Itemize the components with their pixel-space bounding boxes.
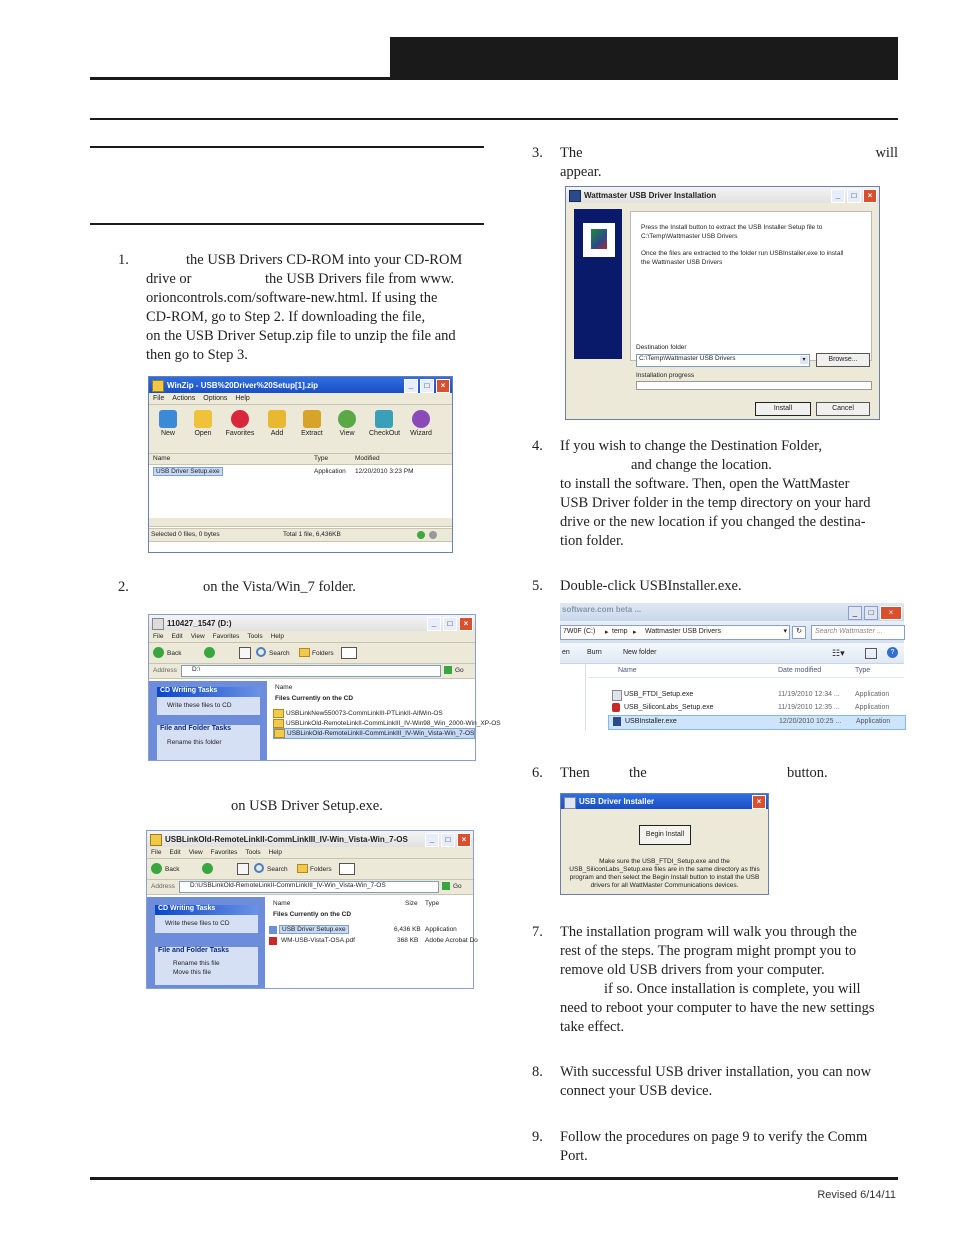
exe-icon [269, 926, 277, 934]
menu-edit[interactable]: Edit [171, 633, 183, 640]
write-to-cd-link[interactable]: Write these files to CD [165, 920, 230, 927]
go-icon[interactable] [444, 666, 452, 674]
cd-task-pane [149, 681, 267, 760]
add-icon [268, 410, 286, 428]
cancel-button[interactable]: Cancel [816, 402, 870, 416]
column-type[interactable]: Type [855, 667, 871, 674]
progress-label: Installation progress [636, 372, 695, 379]
installer-box-icon [583, 223, 615, 257]
section-rule [90, 118, 898, 120]
breadcrumb-drive[interactable]: 7W0F (C:) [563, 628, 596, 635]
cd-explorer-window [148, 614, 501, 761]
step-3: 3. The will appear. [532, 145, 898, 180]
breadcrumb-folder[interactable]: Wattmaster USB Drivers [645, 628, 721, 635]
vista-address-bar: Address D:\USBLinkOld-RemoteLinkII-CommLinkIII_IV-Win_Vista-Win_7-OS Go [147, 880, 473, 895]
menu-tools[interactable]: Tools [247, 633, 263, 640]
installer-side-banner [574, 209, 622, 359]
go-button[interactable]: Go [455, 667, 464, 674]
winzip-icon [152, 380, 164, 392]
help-icon[interactable]: ? [887, 647, 898, 658]
installation-progress-bar [636, 381, 872, 390]
column-size[interactable]: Size [405, 900, 418, 907]
winzip-filelist [149, 454, 452, 528]
install-message-area: Press the Install button to extract the USB Installer Setup file to C:\Temp\Wattmaster USB Drivers Once the files are extracted to the folder run USBInstaller.exe to install the Wattmaster USB Drivers Destination folder [630, 211, 872, 361]
search-icon [256, 647, 266, 657]
tool-new[interactable]: New [155, 408, 181, 450]
minimize-button[interactable]: _ [831, 189, 845, 203]
status-green-icon [417, 531, 425, 539]
up-folder-icon[interactable] [237, 863, 249, 875]
cd-writing-tasks-body [155, 915, 258, 933]
tool-wizard[interactable]: Wizard [408, 408, 434, 450]
menu-edit[interactable]: Edit [169, 849, 181, 856]
cd-menubar [149, 631, 475, 643]
maximize-button[interactable]: □ [864, 606, 878, 620]
header-bar [390, 37, 898, 79]
file-folder-tasks-body [155, 957, 258, 985]
search-input[interactable]: Search Wattmaster ... [811, 625, 905, 640]
group-header: Files Currently on the CD [275, 695, 354, 702]
tool-view[interactable]: View [334, 408, 360, 450]
tool-extract[interactable]: Extract [299, 408, 325, 450]
close-button[interactable]: × [880, 606, 902, 620]
go-icon[interactable] [442, 882, 450, 890]
win7-address-bar [560, 621, 904, 643]
forward-icon[interactable] [202, 863, 213, 874]
folders-icon [299, 648, 312, 657]
menu-file[interactable]: File [153, 395, 165, 402]
up-folder-icon[interactable] [239, 647, 251, 659]
menu-view[interactable]: View [188, 849, 203, 856]
column-name[interactable]: Name [273, 900, 291, 907]
horizontal-scrollbar[interactable] [149, 518, 452, 527]
status-gray-icon [429, 531, 437, 539]
vista-folder-window [146, 830, 478, 989]
back-button[interactable]: Back [165, 866, 180, 873]
cd-file-pane [269, 681, 501, 760]
close-button[interactable]: × [863, 189, 877, 203]
close-button[interactable]: × [436, 379, 450, 393]
usb-installer-dialog [560, 793, 769, 895]
vista-menubar [147, 847, 473, 859]
maximize-button[interactable]: □ [420, 379, 434, 393]
search-button[interactable]: Search [269, 650, 290, 657]
tool-add[interactable]: Add [264, 408, 290, 450]
installer-note: Make sure the USB_FTDI_Setup.exe and the USB_SiliconLabs_Setup.exe files are in the same directory as this program and then select the Begin Install button to install the USB drivers for all WattMaster Communications devices. [569, 858, 760, 889]
minimize-button[interactable]: _ [427, 617, 441, 631]
pdf-icon [269, 937, 277, 945]
maximize-button[interactable]: □ [847, 189, 861, 203]
cd-toolbar [149, 643, 475, 664]
view-options-icon[interactable]: ☷▾ [832, 648, 845, 658]
win7-explorer-window [560, 603, 904, 731]
footer-rule [90, 1177, 898, 1180]
tool-checkout[interactable]: CheckOut [369, 408, 399, 450]
installer-icon [569, 190, 581, 202]
cd-address-bar: Address D:\ Go [149, 664, 475, 679]
win7-titlebar: software.com beta ... _ □ × [560, 603, 904, 621]
win7-toolbar: en Burn New folder ☷▾ ? [560, 643, 904, 664]
maximize-button[interactable]: □ [441, 833, 455, 847]
exe-icon [612, 690, 622, 701]
views-icon[interactable] [341, 647, 357, 659]
menu-actions[interactable]: Actions [172, 395, 196, 402]
folders-button[interactable]: Folders [310, 866, 332, 873]
install-button[interactable]: Install [755, 402, 811, 416]
begin-install-button[interactable]: Begin Install [639, 825, 691, 845]
favorites-icon [231, 410, 249, 428]
menu-help[interactable]: Help [270, 633, 284, 640]
checkout-icon [375, 410, 393, 428]
winzip-window [148, 376, 453, 553]
step-2b: on USB Driver Setup.exe. [231, 798, 383, 814]
nav-pane-divider [585, 663, 586, 731]
menu-tools[interactable]: Tools [245, 849, 261, 856]
file-folder-tasks-body [157, 735, 260, 760]
search-icon [254, 863, 264, 873]
cd-writing-tasks-header[interactable]: CD Writing Tasks [155, 905, 258, 915]
minimize-button[interactable]: _ [848, 606, 862, 620]
minimize-button[interactable]: _ [425, 833, 439, 847]
menu-view[interactable]: View [190, 633, 205, 640]
menu-file[interactable]: File [151, 849, 162, 856]
tool-open[interactable]: Open [190, 408, 216, 450]
rename-file-link[interactable]: Rename this file [173, 960, 220, 967]
winzip-menubar [149, 393, 452, 405]
address-input[interactable]: D:\USBLinkOld-RemoteLinkII-CommLinkIII_IV-Win_Vista-Win_7-OS [179, 881, 439, 893]
menu-favorites[interactable]: Favorites [210, 849, 238, 856]
extract-icon [303, 410, 321, 428]
write-to-cd-link[interactable]: Write these files to CD [167, 702, 232, 709]
exe-icon [612, 703, 620, 712]
cd-writing-tasks-body [157, 697, 260, 715]
group-header: Files Currently on the CD [273, 911, 352, 918]
vista-task-pane [147, 897, 265, 988]
back-icon[interactable] [153, 647, 164, 658]
column-date[interactable]: Date modified [778, 667, 822, 674]
installer-icon [613, 717, 621, 726]
chevron-down-icon: ▾ [800, 356, 808, 364]
rename-folder-link[interactable]: Rename this folder [167, 739, 222, 746]
header-rule [90, 77, 898, 80]
file-folder-tasks-header[interactable]: File and Folder Tasks [157, 725, 260, 735]
new-folder-button[interactable]: New folder [623, 649, 657, 656]
winzip-toolbar [149, 405, 452, 454]
wizard-icon [412, 410, 430, 428]
preview-pane-icon[interactable] [865, 648, 877, 659]
file-row[interactable]: WM-USB-VistaT-OSA.pdf 368 KB Adobe Acrobat Do [267, 936, 473, 946]
folder-icon [150, 834, 162, 846]
chevron-down-icon[interactable]: ▾ [783, 628, 787, 635]
winzip-column-headers [149, 454, 452, 465]
refresh-icon[interactable]: ↻ [792, 626, 806, 639]
folders-icon [297, 864, 310, 873]
folder-icon [274, 729, 285, 738]
forward-icon[interactable] [204, 647, 215, 658]
browse-button[interactable]: Browse... [816, 353, 870, 367]
views-icon[interactable] [339, 863, 355, 875]
vista-toolbar [147, 859, 473, 880]
close-button[interactable]: × [752, 795, 766, 809]
folder-item[interactable]: USBLinkOld-RemoteLinkII-CommLinkIII_IV-Win98_Win_2000-Win_XP-OS [273, 719, 501, 728]
column-modified[interactable]: Modified [355, 455, 380, 462]
column-name[interactable]: Name [153, 455, 171, 462]
close-button[interactable]: × [459, 617, 473, 631]
breadcrumb-temp[interactable]: temp [612, 628, 628, 635]
folder-icon [273, 719, 284, 728]
left-title-rule-top [90, 146, 484, 148]
winzip-statusbar: Selected 0 files, 0 bytes Total 1 file, 6,436KB [149, 528, 452, 542]
file-row[interactable]: USB_SiliconLabs_Setup.exe 11/19/2010 12:35 ... Application [608, 702, 904, 714]
breadcrumb[interactable]: 7W0F (C:) ▸ temp ▸ Wattmaster USB Drivers ▾ [560, 625, 790, 640]
close-button[interactable]: × [457, 833, 471, 847]
tool-favorites[interactable]: Favorites [225, 408, 255, 450]
file-row[interactable]: USB_FTDI_Setup.exe 11/19/2010 12:34 ... Application [608, 689, 904, 701]
cd-writing-tasks-header[interactable]: CD Writing Tasks [157, 687, 260, 697]
burn-button[interactable]: Burn [587, 649, 602, 656]
winzip-titlebar: WinZip - USB%20Driver%20Setup[1].zip _ □ × [149, 377, 452, 393]
menu-help[interactable]: Help [235, 395, 250, 402]
destination-folder-select[interactable]: C:\Temp\Wattmaster USB Drivers ▾ [636, 354, 810, 367]
search-button[interactable]: Search [267, 866, 288, 873]
menu-file[interactable]: File [153, 633, 164, 640]
maximize-button[interactable]: □ [443, 617, 457, 631]
vista-window-titlebar: USBLinkOld-RemoteLinkII-CommLinkIII_IV-Win_Vista-Win_7-OS _ □ × [147, 831, 473, 847]
address-input[interactable]: D:\ [181, 665, 441, 677]
move-file-link[interactable]: Move this file [173, 969, 211, 976]
go-button[interactable]: Go [453, 883, 462, 890]
view-icon [338, 410, 356, 428]
install-dialog [565, 186, 880, 420]
app-icon [564, 797, 576, 809]
column-name[interactable]: Name [275, 684, 293, 691]
minimize-button[interactable]: _ [404, 379, 418, 393]
new-icon [159, 410, 177, 428]
open-icon [194, 410, 212, 428]
install-dialog-titlebar: Wattmaster USB Driver Installation _ □ × [566, 187, 879, 203]
column-name[interactable]: Name [618, 667, 637, 674]
step-4: 4. If you wish to change the Destination Folder, and change the location. to install the software. Then, open the WattMaster USB Driver folder in the temp directory on your hard drive or the new location if you changed the destina- tion folder. [532, 438, 871, 549]
step-1: 1. the USB Drivers CD-ROM into your CD-ROM drive or the USB Drivers file from www. orioncontrols.com/software-new.html. If using the CD-ROM, go to Step 2. If downloading the file, on the USB Driver Setup.zip file to unzip the file and then go to Step 3. [118, 252, 463, 363]
folder-item[interactable]: USBLinkNew550073-CommLinkIII-PTLinkII-AllWin-OS [273, 709, 443, 718]
file-row-selected[interactable]: USBInstaller.exe 12/20/2010 10:25 ... Application [608, 715, 906, 730]
column-type[interactable]: Type [314, 455, 329, 462]
usb-installer-titlebar: USB Driver Installer × [561, 794, 768, 809]
folder-icon [273, 709, 284, 718]
cd-window-titlebar: 110427_1547 (D:) _ □ × [149, 615, 475, 631]
file-row-selected[interactable]: USB Driver Setup.exe 6,436 KB Application [267, 925, 473, 935]
winzip-file-row[interactable]: USB Driver Setup.exe Application 12/20/2010 3:23 PM [151, 467, 447, 477]
column-type[interactable]: Type [425, 900, 440, 907]
column-headers [588, 663, 904, 678]
vista-file-pane [267, 897, 478, 988]
left-title-rule-bottom [90, 223, 484, 225]
cd-drive-icon [152, 618, 164, 630]
step-7: 7. The installation program will walk you through the rest of the steps. The program might prompt you to remove old USB drivers from your computer. if so. Once installation is complete, you will need to reboot your computer to have the new settings take effect. [532, 924, 875, 1035]
step-9: 9. Follow the procedures on page 9 to verify the Comm Port. [532, 1129, 868, 1164]
revision-date: Revised 6/14/11 [817, 1189, 896, 1201]
menu-options[interactable]: Options [203, 395, 228, 402]
step-8: 8. With successful USB driver installation, you can now connect your USB device. [532, 1064, 872, 1099]
file-folder-tasks-header[interactable]: File and Folder Tasks [155, 947, 258, 957]
folders-button[interactable]: Folders [312, 650, 334, 657]
menu-help[interactable]: Help [268, 849, 282, 856]
back-button[interactable]: Back [167, 650, 182, 657]
menu-favorites[interactable]: Favorites [212, 633, 240, 640]
back-icon[interactable] [151, 863, 162, 874]
folder-item-selected[interactable]: USBLinkOld-RemoteLinkII-CommLinkIII_IV-Win_Vista-Win_7-OS [273, 728, 475, 739]
